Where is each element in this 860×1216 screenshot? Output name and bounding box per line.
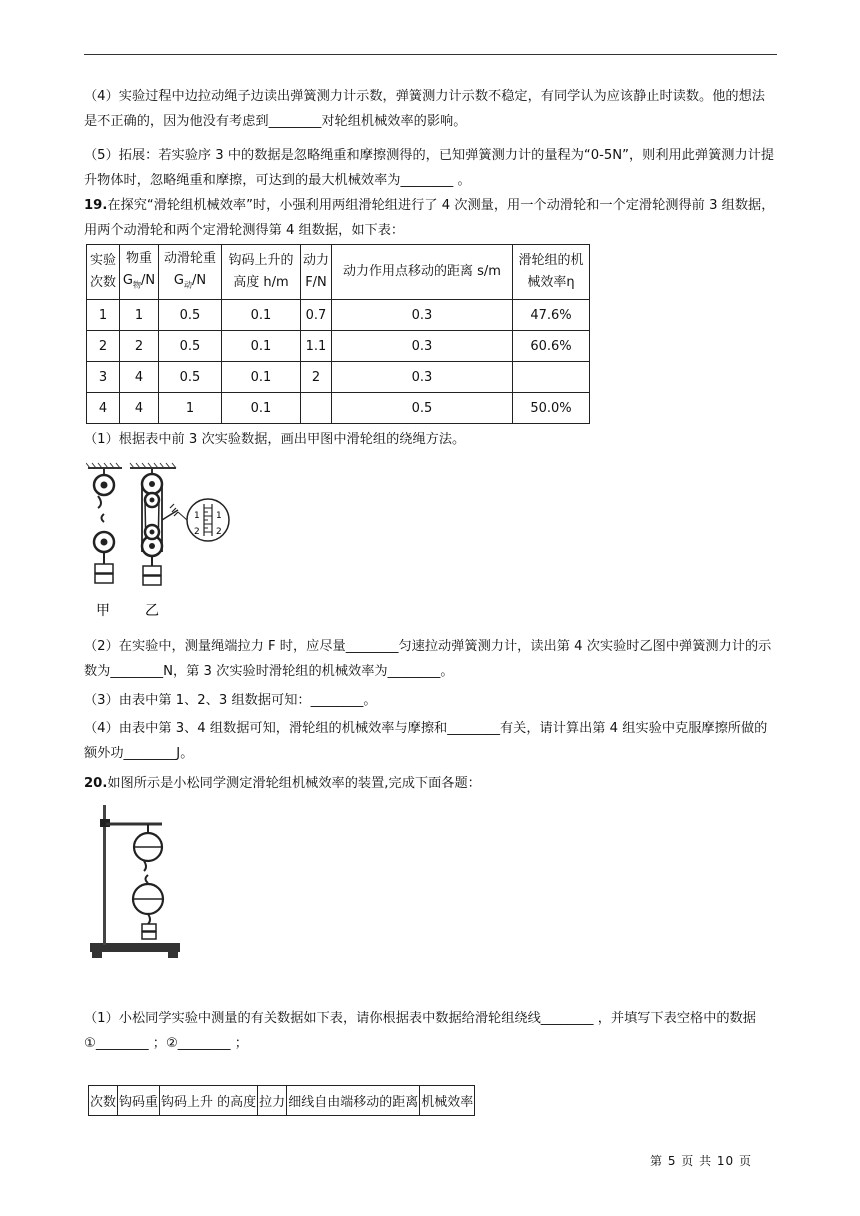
- table-cell: 0.5: [159, 331, 222, 362]
- pulley-stand-figure-20: [86, 803, 216, 965]
- table-cell: 0.5: [332, 393, 513, 424]
- q18-part4-text: （4）实验过程中边拉动绳子边读出弹簧测力计示数，弹簧测力计示数不稳定，有同学认为应该静止时读数。他的想法是不正确的，因为他没有考虑到________对轮组机械效率的影响。: [84, 89, 765, 129]
- table-cell: [301, 393, 332, 424]
- fixed-pulley: [134, 824, 162, 871]
- q19-part2: [84, 634, 777, 684]
- table-cell: 0.1: [222, 300, 301, 331]
- figure-label-yi: 乙: [145, 603, 159, 619]
- table-header-row: [87, 245, 590, 300]
- table-header-cell: 动力作用点移动的距离 s/m: [332, 245, 513, 300]
- table-header-cell: 钩码重: [118, 1086, 160, 1116]
- figure-label-jia: 甲: [96, 603, 110, 619]
- pulley-system-yi: [142, 468, 178, 585]
- table-row: [87, 362, 590, 393]
- table-header-cell: 动滑轮重 $G_动/N$: [159, 245, 222, 300]
- table-cell: 0.1: [222, 362, 301, 393]
- table-header-cell: 细线自由端移动的距离: [287, 1086, 420, 1116]
- table-cell: 0.3: [332, 362, 513, 393]
- table-header-cell: 机械效率: [420, 1086, 475, 1116]
- pulley-system-jia: [94, 468, 114, 583]
- table-header-cell: 动力 F/N: [301, 245, 332, 300]
- q19-part3-text: （3）由表中第 1、2、3 组数据可知：________。: [84, 693, 377, 708]
- q20-stem: [84, 771, 777, 796]
- table-header-cell: 次数: [89, 1086, 118, 1116]
- table-cell: 2: [301, 362, 332, 393]
- q19-data-table: [86, 244, 590, 424]
- q20-text: 如图所示是小松同学测定滑轮组机械效率的装置,完成下面各题：: [107, 776, 481, 791]
- table-cell: 1: [87, 300, 120, 331]
- movable-pulley: [133, 875, 163, 924]
- header-rule: [84, 54, 777, 55]
- q20-number: 20.: [84, 776, 108, 791]
- scale-mark-1: 1: [216, 511, 222, 521]
- table-cell: [513, 362, 590, 393]
- table-cell: 1: [120, 300, 159, 331]
- spring-scale-magnifier: [178, 499, 229, 541]
- table-cell: 47.6%: [513, 300, 590, 331]
- table-cell: 4: [87, 393, 120, 424]
- table-cell: 1: [159, 393, 222, 424]
- table-header-cell: 物重 $G_物/N$: [120, 245, 159, 300]
- scale-mark-2: 2: [216, 527, 222, 537]
- q19-part2-text: （2）在实验中，测量绳端拉力 F 时，应尽量________匀速拉动弹簧测力计，读出第 4 次实验时乙图中弹簧测力计的示数为________N，第 3 次实验时滑轮组的机械效率为________。: [84, 639, 772, 679]
- q19-part3: [84, 688, 777, 713]
- ceiling-yi: [130, 463, 176, 468]
- q19-part4: [84, 716, 777, 766]
- ceiling-jia: [86, 463, 122, 468]
- page-footer: 第 5 页 共 10 页: [650, 1154, 752, 1168]
- table-header-cell: 钩码上升 的高度: [160, 1086, 258, 1116]
- q19-number: 19.: [84, 198, 108, 213]
- table-row: [87, 300, 590, 331]
- scale-mark-1-left: 1: [194, 511, 200, 521]
- pulley-figure-19: [86, 460, 236, 620]
- table-cell: 0.3: [332, 300, 513, 331]
- table-header-cell: 实验 次数: [87, 245, 120, 300]
- q19-text: 在探究“滑轮组机械效率”时，小强利用两组滑轮组进行了 4 次测量，用一个动滑轮和一个定滑轮测得前 3 组数据，用两个动滑轮和两个定滑轮测得第 4 组数据，如下表：: [84, 198, 775, 238]
- table-header-cell: 滑轮组的机 械效率η: [513, 245, 590, 300]
- q19-part1: [84, 427, 777, 452]
- table-cell: 0.1: [222, 393, 301, 424]
- table-cell: 0.7: [301, 300, 332, 331]
- q18-part5: [84, 143, 777, 193]
- table-cell: 2: [87, 331, 120, 362]
- table-cell: 50.0%: [513, 393, 590, 424]
- q20-part1: [84, 1006, 777, 1056]
- table-cell: 0.1: [222, 331, 301, 362]
- q19-part1-text: （1）根据表中前 3 次实验数据，画出甲图中滑轮组的绕绳方法。: [84, 432, 466, 447]
- table-cell: 4: [120, 362, 159, 393]
- table-cell: 0.3: [332, 331, 513, 362]
- q18-part4: [84, 84, 777, 134]
- table-cell: 1.1: [301, 331, 332, 362]
- q18-part5-text: （5）拓展：若实验序 3 中的数据是忽略绳重和摩擦测得的，已知弹簧测力计的量程为“0-5N”，则利用此弹簧测力计提升物体时，忽略绳重和摩擦，可达到的最大机械效率为________ 。: [84, 148, 775, 188]
- table-cell: 2: [120, 331, 159, 362]
- q19-stem: [84, 193, 777, 243]
- table-row: [87, 393, 590, 424]
- hook-weights: [142, 924, 156, 939]
- table-cell: 4: [120, 393, 159, 424]
- table-cell: 60.6%: [513, 331, 590, 362]
- table-header-row: [89, 1086, 475, 1116]
- q19-part4-text: （4）由表中第 3、4 组数据可知，滑轮组的机械效率与摩擦和________有关，请计算出第 4 组实验中克服摩擦所做的额外功________J。: [84, 721, 768, 761]
- table-row: [87, 331, 590, 362]
- table-cell: 0.5: [159, 300, 222, 331]
- stand-base: [90, 943, 180, 958]
- table-cell: 3: [87, 362, 120, 393]
- table-header-cell: 钩码上升的 高度 h/m: [222, 245, 301, 300]
- q20-part1-text: （1）小松同学实验中测量的有关数据如下表，请你根据表中数据给滑轮组绕线________ ，并填写下表空格中的数据①________ ；②________ ；: [84, 1011, 756, 1051]
- table-header-cell: 拉力: [258, 1086, 287, 1116]
- scale-mark-2-left: 2: [194, 527, 200, 537]
- table-cell: 0.5: [159, 362, 222, 393]
- q20-data-table: [88, 1085, 475, 1116]
